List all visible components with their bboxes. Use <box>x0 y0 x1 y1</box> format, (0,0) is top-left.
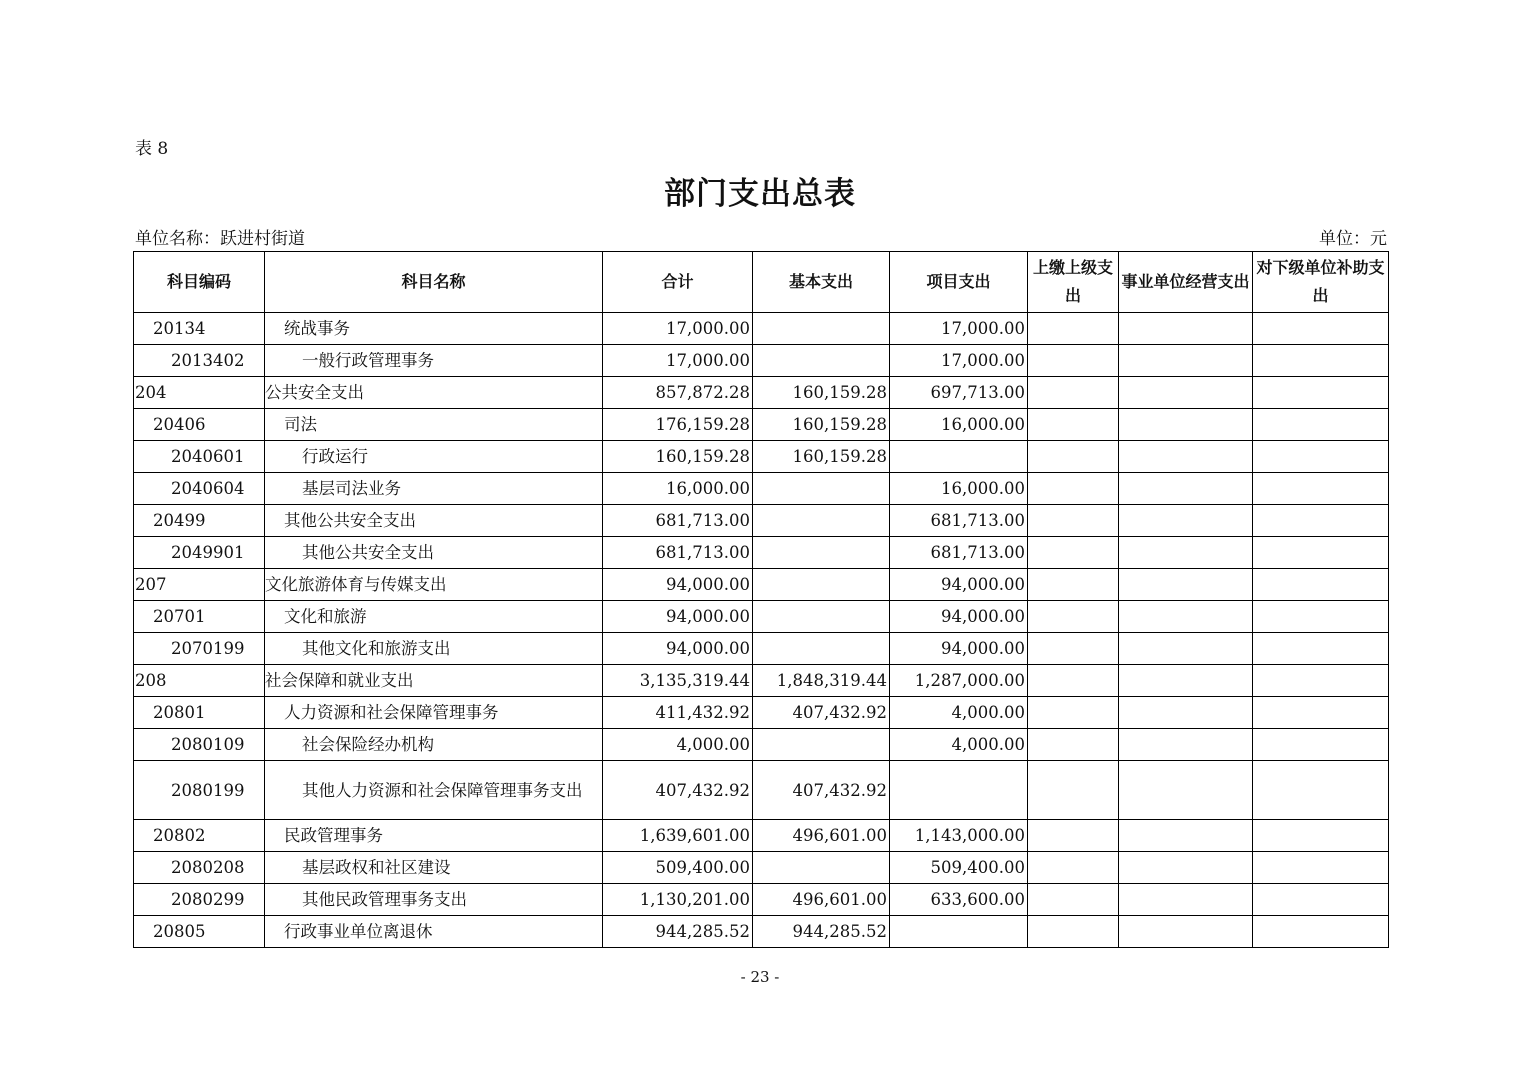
cell-project: 633,600.00 <box>890 884 1028 916</box>
cell-code: 20802 <box>134 820 265 852</box>
cell-code: 207 <box>134 569 265 601</box>
header-name: 科目名称 <box>265 252 603 313</box>
cell-subsidy <box>1253 820 1389 852</box>
cell-subsidy <box>1253 569 1389 601</box>
table-row <box>134 820 1389 852</box>
cell-total: 681,713.00 <box>603 537 753 569</box>
cell-basic <box>753 313 890 345</box>
cell-name: 行政运行 <box>265 441 603 473</box>
cell-name: 基层司法业务 <box>265 473 603 505</box>
cell-upper <box>1028 441 1119 473</box>
cell-subsidy <box>1253 884 1389 916</box>
cell-subsidy <box>1253 537 1389 569</box>
cell-subsidy <box>1253 601 1389 633</box>
cell-project <box>890 916 1028 948</box>
cell-basic <box>753 473 890 505</box>
cell-total: 160,159.28 <box>603 441 753 473</box>
cell-name: 文化旅游体育与传媒支出 <box>265 569 603 601</box>
cell-code: 20406 <box>134 409 265 441</box>
cell-basic: 160,159.28 <box>753 377 890 409</box>
cell-project: 17,000.00 <box>890 345 1028 377</box>
table-row <box>134 761 1389 820</box>
cell-project: 94,000.00 <box>890 633 1028 665</box>
cell-name: 其他公共安全支出 <box>265 537 603 569</box>
table-row <box>134 729 1389 761</box>
cell-total: 411,432.92 <box>603 697 753 729</box>
cell-project: 16,000.00 <box>890 473 1028 505</box>
cell-basic <box>753 569 890 601</box>
cell-basic: 160,159.28 <box>753 441 890 473</box>
cell-total: 3,135,319.44 <box>603 665 753 697</box>
cell-business <box>1119 884 1253 916</box>
cell-business <box>1119 377 1253 409</box>
cell-total: 509,400.00 <box>603 852 753 884</box>
cell-basic: 496,601.00 <box>753 820 890 852</box>
cell-project: 16,000.00 <box>890 409 1028 441</box>
table-row <box>134 377 1389 409</box>
cell-code: 20801 <box>134 697 265 729</box>
cell-basic <box>753 537 890 569</box>
cell-code: 2080199 <box>134 761 265 820</box>
table-body <box>134 313 1389 948</box>
cell-upper <box>1028 409 1119 441</box>
cell-project: 681,713.00 <box>890 505 1028 537</box>
cell-subsidy <box>1253 313 1389 345</box>
cell-total: 94,000.00 <box>603 601 753 633</box>
cell-code: 2070199 <box>134 633 265 665</box>
cell-basic: 944,285.52 <box>753 916 890 948</box>
table-number: 表 8 <box>135 139 169 159</box>
cell-project: 1,287,000.00 <box>890 665 1028 697</box>
cell-upper <box>1028 537 1119 569</box>
cell-code: 2040604 <box>134 473 265 505</box>
table-row <box>134 345 1389 377</box>
cell-name: 其他公共安全支出 <box>265 505 603 537</box>
cell-subsidy <box>1253 345 1389 377</box>
cell-project: 94,000.00 <box>890 601 1028 633</box>
cell-subsidy <box>1253 697 1389 729</box>
cell-upper <box>1028 729 1119 761</box>
cell-subsidy <box>1253 633 1389 665</box>
cell-total: 681,713.00 <box>603 505 753 537</box>
cell-business <box>1119 916 1253 948</box>
cell-total: 1,130,201.00 <box>603 884 753 916</box>
cell-total: 944,285.52 <box>603 916 753 948</box>
cell-basic: 407,432.92 <box>753 697 890 729</box>
cell-project: 697,713.00 <box>890 377 1028 409</box>
cell-upper <box>1028 697 1119 729</box>
cell-project <box>890 761 1028 820</box>
cell-name: 社会保障和就业支出 <box>265 665 603 697</box>
cell-basic <box>753 601 890 633</box>
cell-upper <box>1028 884 1119 916</box>
table-row <box>134 505 1389 537</box>
cell-subsidy <box>1253 441 1389 473</box>
cell-name: 行政事业单位离退休 <box>265 916 603 948</box>
cell-basic: 160,159.28 <box>753 409 890 441</box>
cell-code: 20134 <box>134 313 265 345</box>
cell-project: 4,000.00 <box>890 729 1028 761</box>
page-number: - 23 - <box>740 968 780 986</box>
table-row <box>134 601 1389 633</box>
cell-total: 176,159.28 <box>603 409 753 441</box>
cell-upper <box>1028 345 1119 377</box>
cell-code: 208 <box>134 665 265 697</box>
cell-project <box>890 441 1028 473</box>
cell-code: 2049901 <box>134 537 265 569</box>
cell-code: 2080299 <box>134 884 265 916</box>
page-title: 部门支出总表 <box>664 176 856 212</box>
cell-business <box>1119 569 1253 601</box>
cell-code: 2080109 <box>134 729 265 761</box>
cell-business <box>1119 601 1253 633</box>
cell-basic <box>753 852 890 884</box>
cell-business <box>1119 345 1253 377</box>
cell-upper <box>1028 569 1119 601</box>
cell-project: 1,143,000.00 <box>890 820 1028 852</box>
table-row <box>134 852 1389 884</box>
table-row <box>134 697 1389 729</box>
cell-total: 94,000.00 <box>603 633 753 665</box>
cell-upper <box>1028 313 1119 345</box>
cell-name: 公共安全支出 <box>265 377 603 409</box>
header-upper: 上缴上级支出 <box>1028 252 1119 313</box>
header-code: 科目编码 <box>134 252 265 313</box>
cell-name: 司法 <box>265 409 603 441</box>
cell-subsidy <box>1253 665 1389 697</box>
cell-code: 20701 <box>134 601 265 633</box>
cell-total: 17,000.00 <box>603 313 753 345</box>
cell-upper <box>1028 916 1119 948</box>
cell-name: 统战事务 <box>265 313 603 345</box>
cell-basic: 496,601.00 <box>753 884 890 916</box>
cell-upper <box>1028 852 1119 884</box>
cell-code: 2013402 <box>134 345 265 377</box>
cell-total: 4,000.00 <box>603 729 753 761</box>
cell-subsidy <box>1253 473 1389 505</box>
cell-total: 857,872.28 <box>603 377 753 409</box>
expense-table <box>133 251 1389 948</box>
cell-basic: 1,848,319.44 <box>753 665 890 697</box>
table-row <box>134 313 1389 345</box>
cell-basic <box>753 633 890 665</box>
cell-upper <box>1028 761 1119 820</box>
cell-name: 社会保险经办机构 <box>265 729 603 761</box>
table-row <box>134 409 1389 441</box>
cell-name: 其他人力资源和社会保障管理事务支出 <box>265 761 603 820</box>
cell-code: 2040601 <box>134 441 265 473</box>
cell-subsidy <box>1253 409 1389 441</box>
cell-upper <box>1028 377 1119 409</box>
table-row <box>134 665 1389 697</box>
cell-name: 文化和旅游 <box>265 601 603 633</box>
cell-name: 其他民政管理事务支出 <box>265 884 603 916</box>
table-row <box>134 473 1389 505</box>
cell-basic <box>753 505 890 537</box>
cell-total: 407,432.92 <box>603 761 753 820</box>
cell-business <box>1119 633 1253 665</box>
cell-name: 人力资源和社会保障管理事务 <box>265 697 603 729</box>
cell-subsidy <box>1253 761 1389 820</box>
cell-upper <box>1028 633 1119 665</box>
cell-subsidy <box>1253 377 1389 409</box>
cell-total: 16,000.00 <box>603 473 753 505</box>
cell-subsidy <box>1253 852 1389 884</box>
cell-name: 基层政权和社区建设 <box>265 852 603 884</box>
cell-business <box>1119 820 1253 852</box>
cell-name: 其他文化和旅游支出 <box>265 633 603 665</box>
header-business: 事业单位经营支出 <box>1119 252 1253 313</box>
cell-project: 94,000.00 <box>890 569 1028 601</box>
table-row <box>134 884 1389 916</box>
cell-upper <box>1028 473 1119 505</box>
header-project: 项目支出 <box>890 252 1028 313</box>
cell-project: 681,713.00 <box>890 537 1028 569</box>
cell-basic <box>753 729 890 761</box>
cell-upper <box>1028 505 1119 537</box>
header-total: 合计 <box>603 252 753 313</box>
cell-total: 17,000.00 <box>603 345 753 377</box>
cell-business <box>1119 505 1253 537</box>
cell-project: 4,000.00 <box>890 697 1028 729</box>
cell-project: 509,400.00 <box>890 852 1028 884</box>
cell-business <box>1119 697 1253 729</box>
cell-code: 20805 <box>134 916 265 948</box>
table-row <box>134 441 1389 473</box>
cell-basic: 407,432.92 <box>753 761 890 820</box>
cell-subsidy <box>1253 916 1389 948</box>
cell-subsidy <box>1253 505 1389 537</box>
cell-name: 一般行政管理事务 <box>265 345 603 377</box>
table-row <box>134 569 1389 601</box>
currency-unit-label: 单位：元 <box>1319 229 1387 249</box>
table-row <box>134 916 1389 948</box>
cell-upper <box>1028 820 1119 852</box>
cell-business <box>1119 441 1253 473</box>
cell-business <box>1119 537 1253 569</box>
cell-code: 2080208 <box>134 852 265 884</box>
header-subsidy: 对下级单位补助支出 <box>1253 252 1389 313</box>
table-header-row <box>134 252 1389 313</box>
cell-business <box>1119 473 1253 505</box>
cell-name: 民政管理事务 <box>265 820 603 852</box>
table-row <box>134 537 1389 569</box>
cell-subsidy <box>1253 729 1389 761</box>
cell-business <box>1119 665 1253 697</box>
cell-business <box>1119 761 1253 820</box>
cell-business <box>1119 852 1253 884</box>
cell-project: 17,000.00 <box>890 313 1028 345</box>
cell-upper <box>1028 601 1119 633</box>
header-basic: 基本支出 <box>753 252 890 313</box>
cell-total: 94,000.00 <box>603 569 753 601</box>
cell-basic <box>753 345 890 377</box>
unit-name-label: 单位名称：跃进村街道 <box>135 229 305 249</box>
cell-code: 204 <box>134 377 265 409</box>
table-row <box>134 633 1389 665</box>
cell-business <box>1119 409 1253 441</box>
cell-business <box>1119 729 1253 761</box>
cell-code: 20499 <box>134 505 265 537</box>
cell-business <box>1119 313 1253 345</box>
cell-upper <box>1028 665 1119 697</box>
cell-total: 1,639,601.00 <box>603 820 753 852</box>
